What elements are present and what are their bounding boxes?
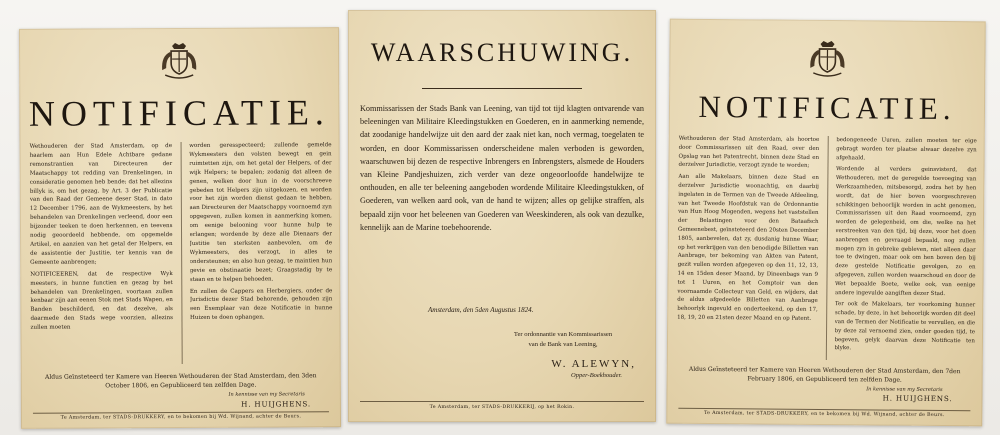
- ordinance-line: [488, 330, 638, 349]
- paragraph: Wordende al verders geinsvisterd, dat Wethouderen, met de geregelde toevoeging van Werkzaamheden, mitsbesorgd, zodra het by hen wordt, dat de hier boven voorgeschreven schikkingen behoorlijk worden in acht genomen, Commissarissen uit den Raad voornoemd, zyn worden de gelegenheid, om die, welke na het verstreeken van den tijd, bij deze, voor het doen aanbrengen en gevraagd bepaald, nog zullen mogen zyn in gebreke gebleven, niet alleen daar toe te dwingen, maar ook om hen boven den bij deze gestelde Notificatie gevolgen, zo en afgegeven, zullen worden waarschoud en door de Wet bepaalde Boete, welke ook, van eenige andere ingevulde aangiften dezer Stad.: [834, 166, 977, 297]
- paragraph: Ter ook de Makelaars, ter voorkoming hunner schade, by deze, in het behoorlijk worden dit deel van de Termen der Notificatie te vervullen, en die by deze zal vernoemd zien, onder goeden tijd, te begeven, gelyk daarvan deze Notificatie ten blyke.: [834, 301, 976, 352]
- paragraph: NOTIFICEEREN, dat de respective Wyk meesters, in hunne functien en gezag by het behandelen van Drenkelingen, voortaan zullen kenbaar zijn aan eenen Stok met Stads Wapen, en Banden beschilderd, en dat dezelve, als daarmede den Stads wege voorzien, allezins zullen moeten: [30, 270, 173, 331]
- notice-title: NOTIFICATIE.: [698, 88, 956, 127]
- notice-column-left: [30, 142, 174, 365]
- notice-column-right: [834, 136, 976, 361]
- notice-column-left: [677, 135, 819, 360]
- signer-name: W. ALEWYN,: [551, 358, 636, 370]
- paragraph: En zullen de Cappers en Herbergiers, onder de Jurisdictie dezer Stad behorende, gehouden zijn een Exemplaar van deze Notificatie in hunne Huizen te doen ophangen.: [189, 287, 333, 322]
- enactment-line: Aldus Geïnsteteerd ter Kamere van Heeren Wethouderen der Stad Amsterdam, den 3den October 1806, en Gepubliceerd ten zelfden Dage.: [44, 372, 317, 389]
- column-divider: [825, 136, 828, 360]
- paragraph: Wethouderen der Stad Amsterdam, op de haarlem aan Hun Edele Achtbare gedane remonstrantien van Directeuren der Maatschappy tot redding van Drenkelingen, in consideratie genomen heb bende; dat het allezins billyk is, om het gezag, by Art. 3 der Publicatie van den Raad der Gemeene deser Stad, in dato 12 December 1796, aan de Wykmeesters, by het behandelen van Drenkelingen verleend, door een bijzonder teeken te doen herkennen, en teevens nodig geoordeeld hebbende, om opgemelde Artikel, en aanzien van het getal der Helpers, en de assistentie der Justitie, ter kennis van de Gemeente aanbrengen;: [29, 143, 173, 266]
- ordinance-line-1: Ter ordonnantie van Kommissarissen: [513, 331, 613, 338]
- column-divider: [180, 142, 182, 364]
- notice-column-right: [189, 141, 333, 364]
- warning-title: WAARSCHUWING.: [370, 38, 634, 67]
- paragraph: Wethouderen der Stad Amsterdam, als hoortoe door Commissarissen uit den Raad, over den Opslag van het Patentrecht, binnen deze Stad en derzelver Jurisdictie, verzogt zynde te worden;: [678, 135, 820, 170]
- notice-sheet-left: [19, 27, 341, 429]
- printer-imprint: Te Amsterdam, ter STADS-DRUKKERY, en te bekomen bij Wd. Wijnand, achter de Beurs.: [60, 414, 302, 421]
- signature: H. HUIJGHENS.: [882, 393, 953, 404]
- warning-body: Kommissarissen der Stads Bank van Leening, van tijd tot tijd klagten ontvarende van beleeningen van Militaire Kleedingstukken en Goederen, en in aanmerking nemende, dat zoodanige handelwijze uit den aard der zaak niet kan, noch vermag, toegelaten te worden, en door Kommissarissen onderscheidene malen verboden is geworden, waarschuwen bij dezen de respective Inbrengers en Inbrengsters, alsmede de Houders van Kleine Pandjeshuizen, zich verder van deze ongeoorloofde handelwijze te onthouden, en alle ter beleening aangeboden wordende Militaire Kleedingstukken, of Goederen, van welken aard ook, van de hand te wijzen; alles op gelijke straffen, als bepaald zijn voor het beleenen van Goederen van Weeskinderen, als ook van dezulke, kennelijk aan de Marine toebehoorende.: [360, 104, 644, 232]
- notice-sheet-right: [666, 19, 986, 427]
- printer-imprint: Te Amsterdam, ter STADS-DRUKKERIJ, op het Rokin.: [429, 405, 575, 410]
- printer-imprint: Te Amsterdam, ter STADS-DRUKKERY, en te bekomen bij Wd. Wijnand, achter de Beurs.: [704, 410, 945, 419]
- paragraph: Aan alle Makelaars, binnen deze Stad en derzelver Jurisdictie woonachtig, en daarbij ingelaten in de Termen van de Tweede Afdeeling, van het Tweede Hoofdstuk van de Ordonnantie van Hun Hoog Mogenden, wegens het vaststellen der Belastingen voor den Bataafsch Gemeenebest, geïnsteteerd den 20sten December 1805, aanbevelen, dat zy, dusdanig hunne Waar, op het verkrijgen van den benodigde Billetten van Aanbrage, ter bekoming van Akten van Patent, gezit vullen worden afgegeven op den 11, 12, 13, 14 en 15den deser Maand, by Dineenbags van 9 tot 1 Uuren, en het Comptoir van den voornaamde Collecteur van Geld, en wijders, dat de aldus afgedeelde Billetten van Aanbrage behoorlyk ingevuld en onderteekend, op den 17, 18, 19, 20 en 21sten dezer Maand en op Patent.: [677, 173, 819, 322]
- warning-sheet-middle: [348, 10, 656, 422]
- divider: [33, 411, 329, 414]
- signature-intro: In kennisse van my Secretaris: [228, 391, 305, 398]
- signature: H. HUIJGHENS.: [241, 399, 311, 409]
- coat-of-arms-icon: [805, 40, 849, 80]
- signer-role: Opper-Boekhouder.: [571, 372, 622, 379]
- signature-intro: In kennisse van my Secretaris: [866, 386, 943, 394]
- paragraph: bedongeneede Uuren, zullen moeten ter eige gebragt worden ter plaatse alwaar dezelve zyn afgehaald.: [836, 137, 977, 161]
- ordinance-line-2: van de Bank van Leening,: [528, 340, 598, 348]
- notice-title: NOTIFICATIE.: [28, 92, 330, 134]
- notice-body: [677, 135, 977, 362]
- paragraph: worden geresspecteerd; zullende gemelde Wykmeesters den volsten bewegt en gein ruimtetten zijn, om het getal der Helpers, of der wijk Helpers; te bepalen; zodanig dat alleen de genen, welken door hun in de voorschreeve gebeden tot Helpers zijn uitgekozen, en worden voor het zijn worden dienst gedaan te hebben, aan Directeuren der Maatschappy voornoemd zyn opgegeven, zullen komen in aanmerking komen, om eenige belooning voor hunne hulp te erlangen; wordende by deze alle Dienaars der Justitie ten sterksten aanbevolen, om de Wykmeesters, des verzogt, in alles te ondersteunen; en also hun gezag, te maintien hun gevie en obstinaatie bezet; Graagstadig by te staan en te helpen behoeden.: [189, 142, 333, 283]
- enactment-line: Aldus Geïnsteteerd ter Kamere van Heeren Wethouderen der Stad Amsterdam, den 7den February 1806, en Gepubliceerd ten zelfden Dage.: [688, 365, 961, 384]
- notice-body: [30, 141, 333, 365]
- coat-of-arms-icon: [157, 42, 201, 82]
- title-rule: [422, 88, 582, 89]
- divider: [360, 401, 644, 402]
- dateline: Amsterdam, den 5den Augustus 1824.: [428, 306, 534, 314]
